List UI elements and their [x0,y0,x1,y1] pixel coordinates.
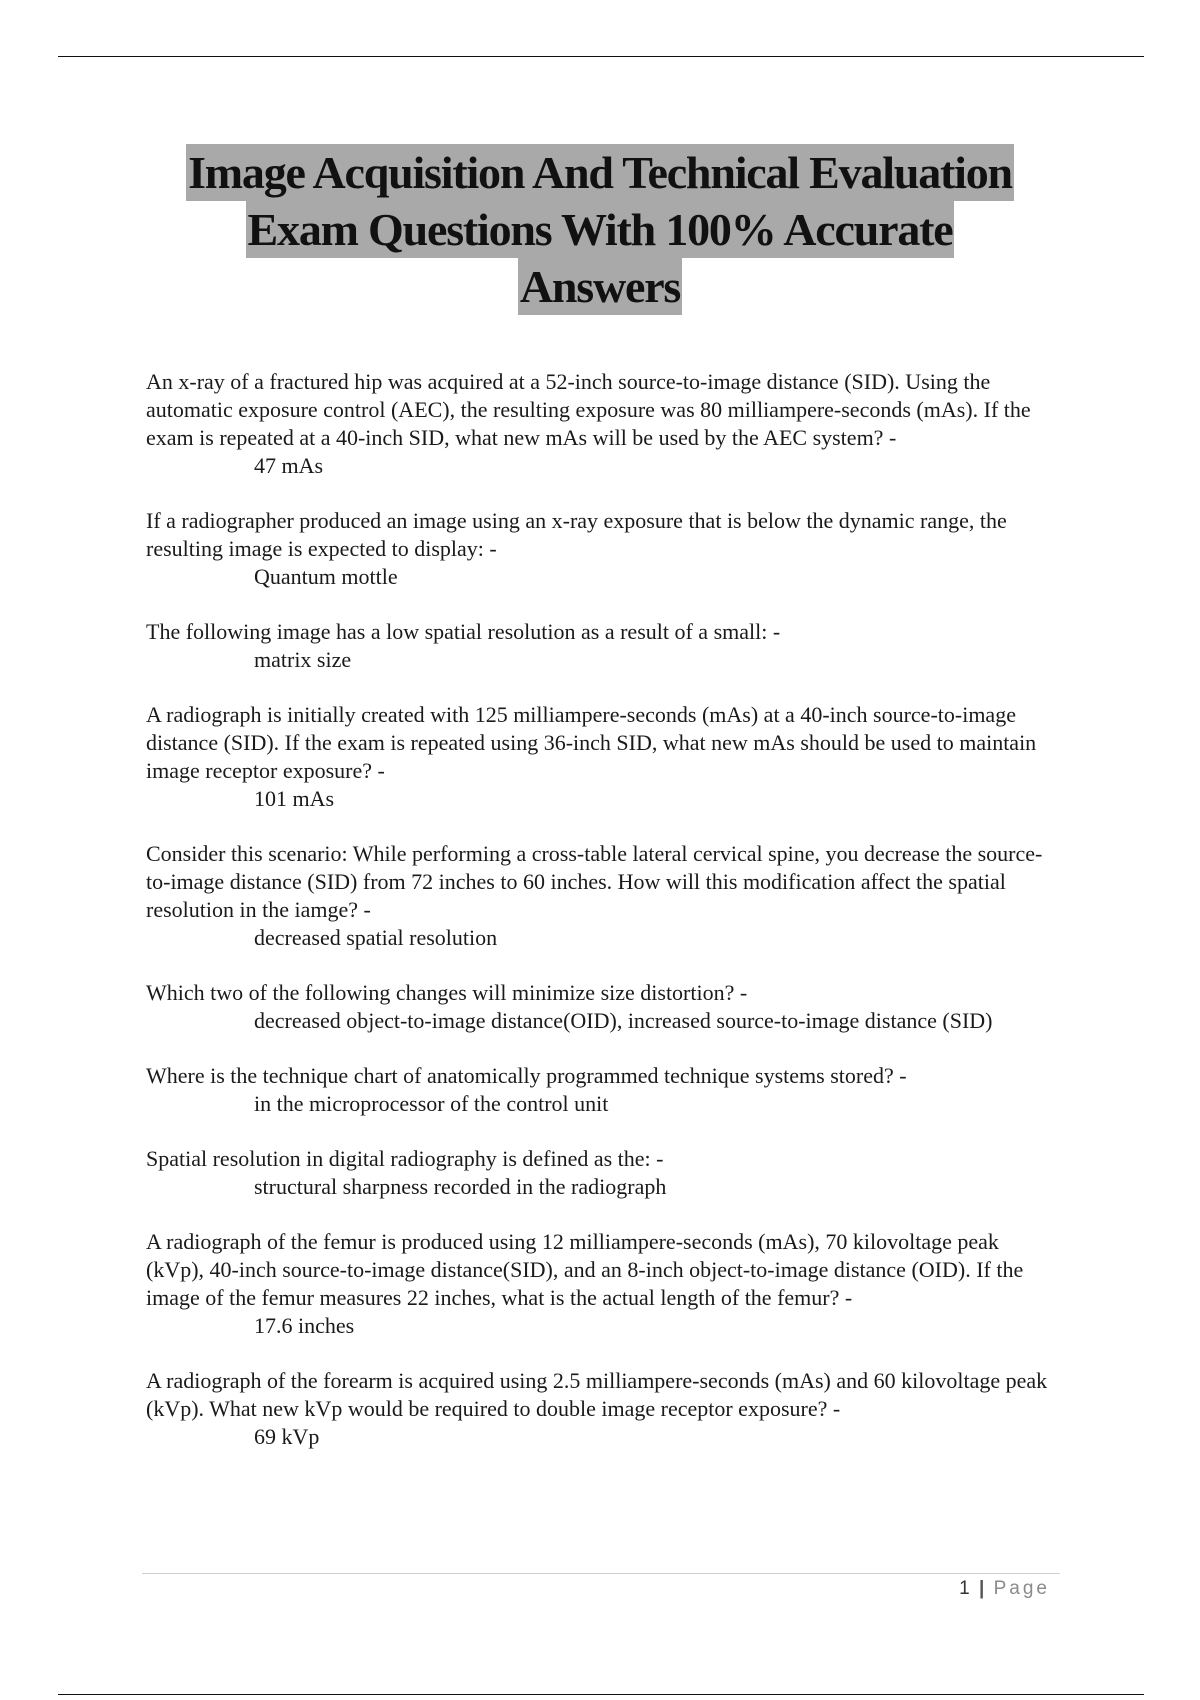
qa-item [146,840,1058,952]
answer-text: 47 mAs [254,453,324,478]
page-number: 1 [959,1578,970,1599]
answer-text: 69 kVp [254,1424,320,1449]
answer-text: decreased spatial resolution [254,925,498,950]
question-text: The following image has a low spatial resolution as a result of a small: - [146,619,781,644]
answer-text: decreased object-to-image distance(OID), increased source-to-image distance (SID) [254,1008,993,1033]
qa-item [146,701,1058,813]
title-line: Answers [518,258,682,315]
question-text: A radiograph of the forearm is acquired using 2.5 milliampere-seconds (mAs) and 60 kilovoltage peak (kVp). What new kVp would be required to double image receptor exposure? - [146,1368,1048,1421]
footer-rule [142,1573,1060,1574]
answer-text: 101 mAs [254,786,335,811]
question-text: Where is the technique chart of anatomically programmed technique systems stored? - [146,1063,907,1088]
question-text: A radiograph of the femur is produced using 12 milliampere-seconds (mAs), 70 kilovoltage peak (kVp), 40-inch source-to-image distance(SID), and an 8-inch object-to-image distance (OID). If the image of the femur measures 22 inches, what is the actual length of the femur? - [146,1229,1024,1310]
answer-text: 17.6 inches [254,1313,355,1338]
footer-separator: | [979,1578,985,1599]
bottom-rule [58,1694,1144,1695]
question-text: Spatial resolution in digital radiography is defined as the: - [146,1146,664,1171]
qa-item [146,507,1058,591]
qa-item [146,1228,1058,1340]
qa-list [146,368,1058,1478]
question-text: If a radiographer produced an image using an x-ray exposure that is below the dynamic range, the resulting image is expected to display: - [146,508,1007,561]
title-line: Image Acquisition And Technical Evaluation [186,144,1014,201]
document-title [130,144,1070,315]
qa-item [146,1062,1058,1118]
question-text: Which two of the following changes will minimize size distortion? - [146,980,748,1005]
qa-item [146,1367,1058,1451]
title-line: Exam Questions With 100% Accurate [246,201,955,258]
qa-item [146,368,1058,480]
answer-text: matrix size [254,647,352,672]
qa-item [146,618,1058,674]
top-rule [58,56,1144,57]
page-label: Page [993,1578,1050,1599]
qa-item [146,1145,1058,1201]
qa-item [146,979,1058,1035]
answer-text: in the microprocessor of the control unit [254,1091,609,1116]
question-text: A radiograph is initially created with 125 milliampere-seconds (mAs) at a 40-inch source-to-image distance (SID). If the exam is repeated using 36-inch SID, what new mAs should be used to maintain image receptor exposure? - [146,702,1037,783]
answer-text: Quantum mottle [254,564,398,589]
page-footer [959,1578,1050,1600]
answer-text: structural sharpness recorded in the radiograph [254,1174,667,1199]
question-text: An x-ray of a fractured hip was acquired at a 52-inch source-to-image distance (SID). Using the automatic exposure control (AEC), the resulting exposure was 80 milliampere-seconds (mAs). If the exam is repeated at a 40-inch SID, what new mAs will be used by the AEC system? - [146,369,1031,450]
question-text: Consider this scenario: While performing a cross-table lateral cervical spine, you decrease the source-to-image distance (SID) from 72 inches to 60 inches. How will this modification affect the spatial resolution in the iamge? - [146,841,1043,922]
